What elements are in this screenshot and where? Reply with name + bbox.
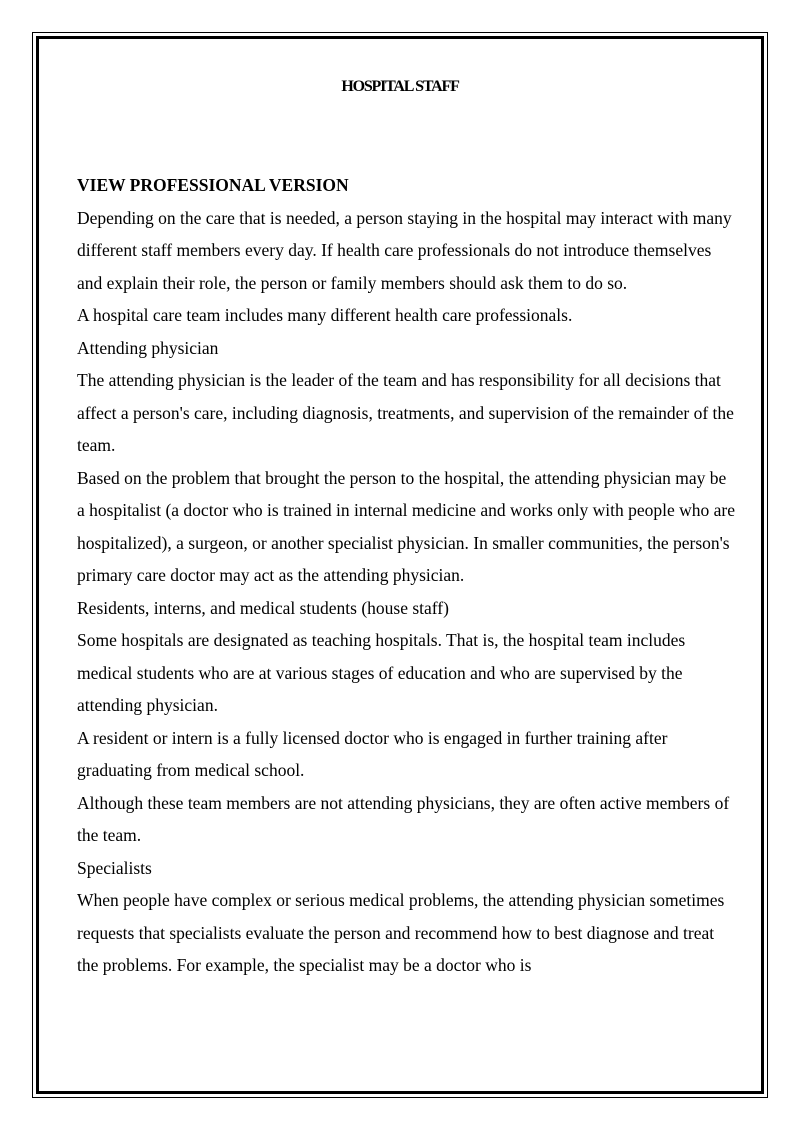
- section-heading: VIEW PROFESSIONAL VERSION: [77, 175, 349, 195]
- subheading-attending-physician: Attending physician: [77, 337, 219, 358]
- paragraph-attending-leader: The attending physician is the leader of the team and has responsibility for all decisions that affect a person's care, including diagnosis, treatments, and supervision of the remainder of the team.: [77, 370, 734, 455]
- subheading-house-staff: Residents, interns, and medical students (house staff): [77, 597, 449, 618]
- paragraph-attending-types: Based on the problem that brought the person to the hospital, the attending physician may be a hospitalist (a doctor who is trained in internal medicine and works only with people who are hospitalized), a surgeon, or another specialist physician. In smaller communities, the person's primary care doctor may act as the attending physician.: [77, 467, 736, 585]
- document-body: [77, 169, 737, 982]
- document-title: HOSPITAL STAFF: [341, 78, 459, 95]
- paragraph-care-team: A hospital care team includes many different health care professionals.: [77, 305, 573, 325]
- paragraph-team-members: Although these team members are not attending physicians, they are often active members of the team.: [77, 792, 730, 845]
- subheading-specialists: Specialists: [77, 857, 152, 878]
- paragraph-specialists: When people have complex or serious medical problems, the attending physician sometimes requests that specialists evaluate the person and recommend how to best diagnose and treat the problems. For example, the specialist may be a doctor who is: [77, 890, 725, 975]
- paragraph-intro: Depending on the care that is needed, a person staying in the hospital may interact with many different staff members every day. If health care professionals do not introduce themselves and explain their role, the person or family members should ask them to do so.: [77, 207, 732, 293]
- paragraph-teaching-hospitals: Some hospitals are designated as teaching hospitals. That is, the hospital team includes medical students who are at various stages of education and who are supervised by the attending physician.: [77, 630, 686, 715]
- paragraph-resident-intern: A resident or intern is a fully licensed doctor who is engaged in further training after graduating from medical school.: [77, 727, 668, 780]
